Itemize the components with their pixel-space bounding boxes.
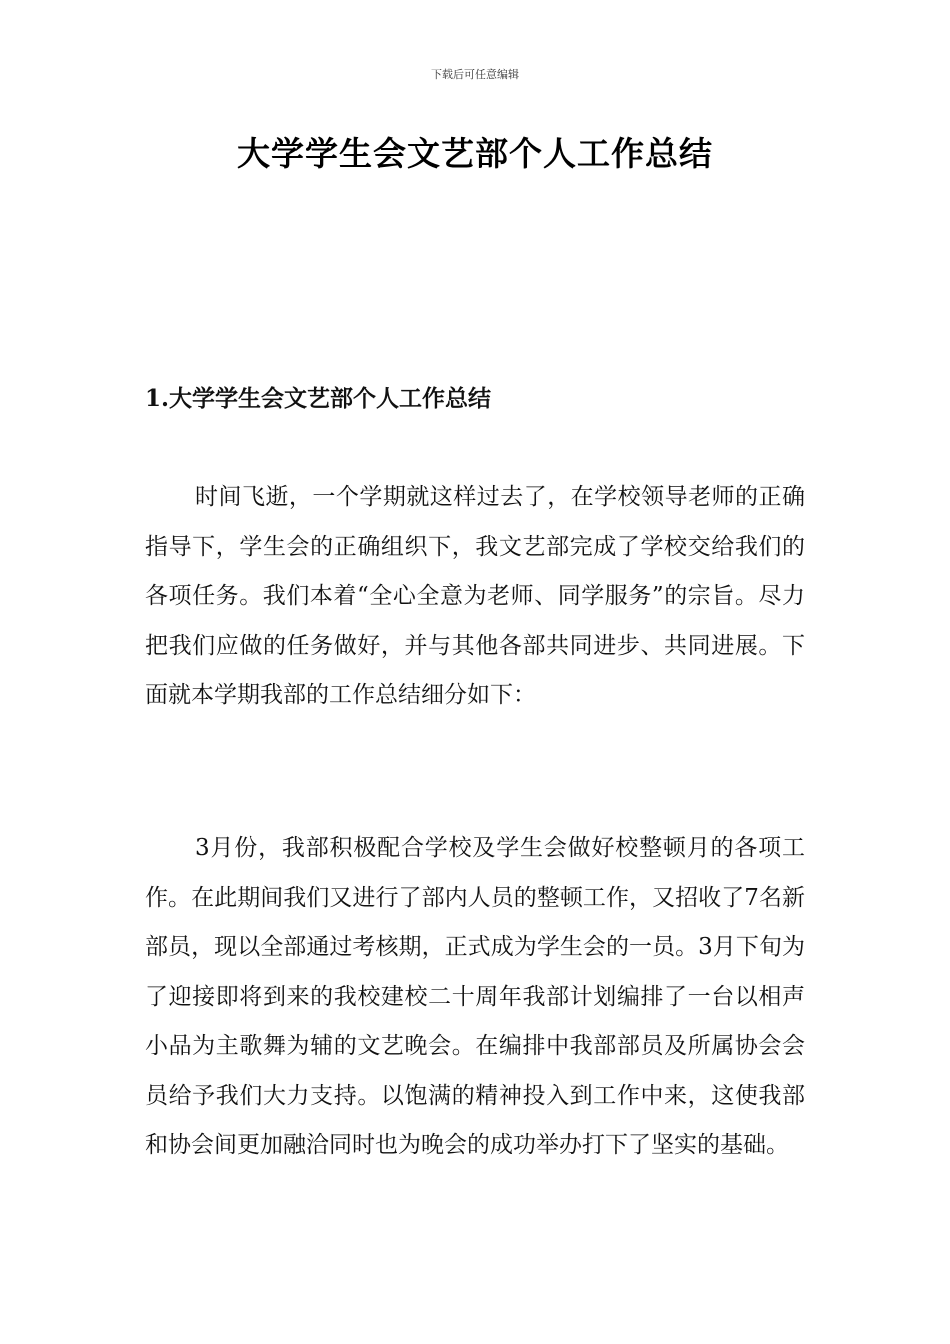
body-paragraph-2: 3月份，我部积极配合学校及学生会做好校整顿月的各项工作。在此期间我们又进行了部内人员的整顿工作，又招收了7名新部员，现以全部通过考核期，正式成为学生会的一员。3月下旬为了迎接即将到来的我校建校二十周年我部计划编排了一台以相声小品为主歌舞为辅的文艺晚会。在编排中我部部员及所属协会会员给予我们大力支持。以饱满的精神投入到工作中来，这使我部和协会间更加融洽同时也为晚会的成功举办打下了坚实的基础。	[145, 835, 805, 1158]
header-note: 下载后可任意编辑	[431, 68, 519, 81]
section-heading: 1.大学学生会文艺部个人工作总结	[145, 385, 492, 412]
body-paragraph-1: 时间飞逝，一个学期就这样过去了，在学校领导老师的正确指导下，学生会的正确组织下，我文艺部完成了学校交给我们的各项任务。我们本着“全心全意为老师、同学服务”的宗旨。尽力把我们应做的任务做好，并与其他各部共同进步、共同进展。下面就本学期我部的工作总结细分如下：	[145, 484, 805, 708]
document-title: 大学学生会文艺部个人工作总结	[237, 134, 713, 173]
